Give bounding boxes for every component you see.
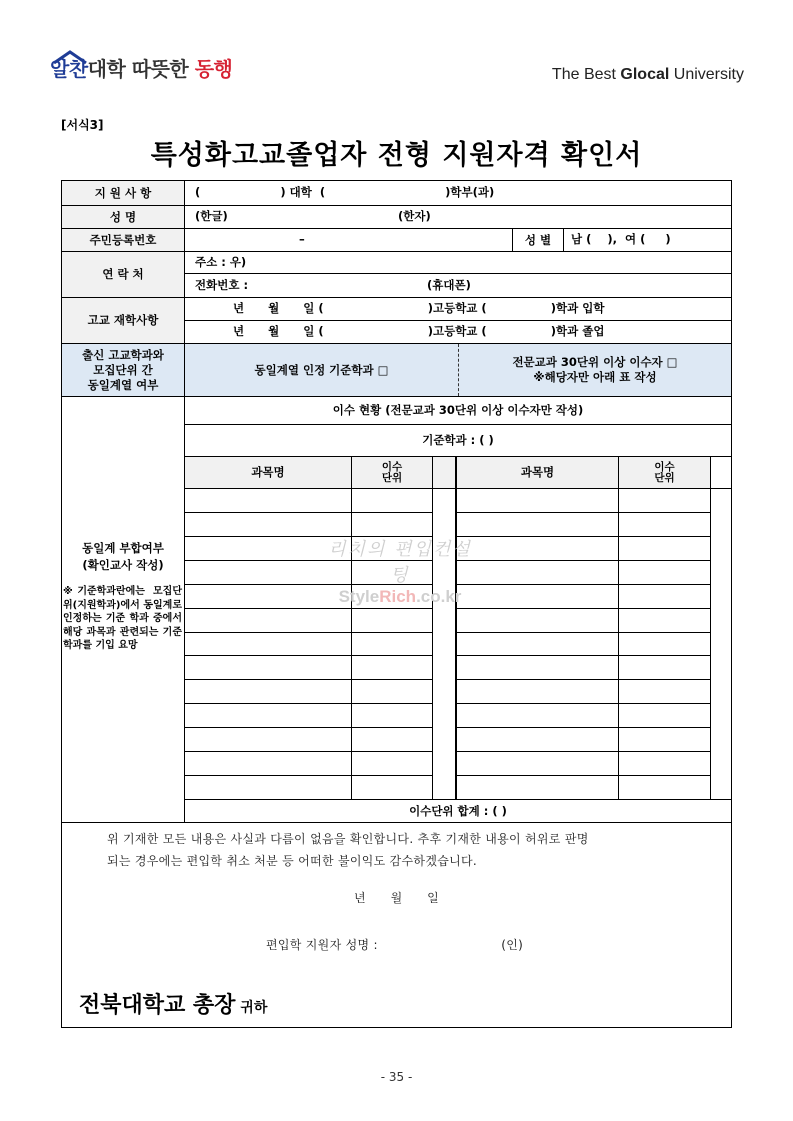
logo-text-3: 따뜻한 [131,57,195,81]
col-subject-left: 과목명 [251,465,285,479]
course-grid-line [184,632,432,633]
form-number: [서식3] [61,118,104,132]
col-units-left: 이수 단위 [381,460,403,484]
course-grid-line [456,608,710,609]
contact-label: 연 락 처 [102,267,144,281]
col-subject-right: 과목명 [520,465,555,479]
match-option-credits[interactable]: 전문교과 30단위 이상 이수자 □ ※해당자만 아래 표 작성 [512,355,678,384]
course-grid-line [184,751,432,752]
course-grid-line [184,655,432,656]
course-grid-line [456,775,710,776]
course-grid-line [456,632,710,633]
course-grid-line [456,584,710,585]
logo-text-4: 동행 [194,57,233,81]
school-grad-field[interactable]: 년 월 일 ( )고등학교 ( )학과 졸업 [233,324,605,338]
mobile-field[interactable]: (휴대폰) [427,278,471,292]
course-grid-line [456,679,710,680]
school-enter-field[interactable]: 년 월 일 ( )고등학교 ( )학과 입학 [233,301,605,315]
declaration-line-1: 위 기재한 모든 내용은 사실과 다름이 없음을 확인합니다. 추후 기재한 내용이 허위로 판명 [107,832,589,846]
course-grid-line [184,775,432,776]
course-grid-line [456,512,710,513]
page-number: - 35 - [380,1070,413,1084]
course-grid-line [456,536,710,537]
apply-value[interactable]: ( ) 대학 ( )학부(과) [195,185,495,199]
rrn-label: 주민등록번호 [89,232,157,247]
name-hanja-field[interactable]: (한자) [398,209,431,223]
apply-label: 지 원 사 항 [94,185,152,200]
school-label: 고교 재학사항 [87,313,159,327]
rrn-field[interactable]: – [299,232,305,246]
declaration-date[interactable]: 년 월 일 [354,891,440,905]
course-side-label: 동일계 부합여부 (확인교사 작성) [82,541,164,572]
col-units-right: 이수 단위 [654,460,675,484]
recipient: 전북대학교 총장 귀하 [79,993,268,1018]
course-grid-line [184,703,432,704]
course-grid-line [184,608,432,609]
name-label: 성 명 [109,209,137,224]
gender-label: 성 별 [524,232,552,247]
match-label: 출신 고교학과와 모집단위 간 동일계열 여부 [82,347,164,392]
applicant-signature[interactable]: 편입학 지원자 성명 : (인) [266,938,524,952]
course-side-note: ※기준학과란에는 모집단위(지원학과)에서 동일계로 인정하는 기준 학과 중에서 해당 과목과 관련되는 기준 학과를 기입 요망 [63,586,182,651]
university-tagline: The Best Glocal University [551,66,744,83]
watermark: 리치의 편입컨설팅 StyleRich.co.kr [328,539,472,606]
course-grid-line [456,751,710,752]
course-grid-line [456,655,710,656]
logo-text-2: 대학 [87,57,132,81]
address-field[interactable]: 주소 : 우) [195,255,247,269]
gender-field[interactable]: 남 ( ), 여 ( ) [571,232,671,246]
logo-text-1: 알찬 [50,57,88,81]
course-grid-line [456,727,710,728]
course-grid-line [184,727,432,728]
declaration-line-2: 되는 경우에는 편입학 취소 처분 등 어떠한 불이익도 감수하겠습니다. [107,854,478,868]
course-grid-line [184,679,432,680]
base-dept-field[interactable]: 기준학과 : ( ) [422,433,494,447]
course-grid-line [184,512,432,513]
course-heading: 이수 현황 (전문교과 30단위 이상 이수자만 작성) [332,403,584,417]
document-title: 특성화고교졸업자 전형 지원자격 확인서 [150,140,643,171]
course-grid-line [456,560,710,561]
name-korean-field[interactable]: (한글) [195,209,228,223]
course-grid-line [456,703,710,704]
phone-field[interactable]: 전화번호 : [195,278,249,292]
match-option-same-dept[interactable]: 동일계열 인정 기준학과 □ [254,362,389,377]
total-units-field[interactable]: 이수단위 합계 : ( ) [409,803,507,818]
